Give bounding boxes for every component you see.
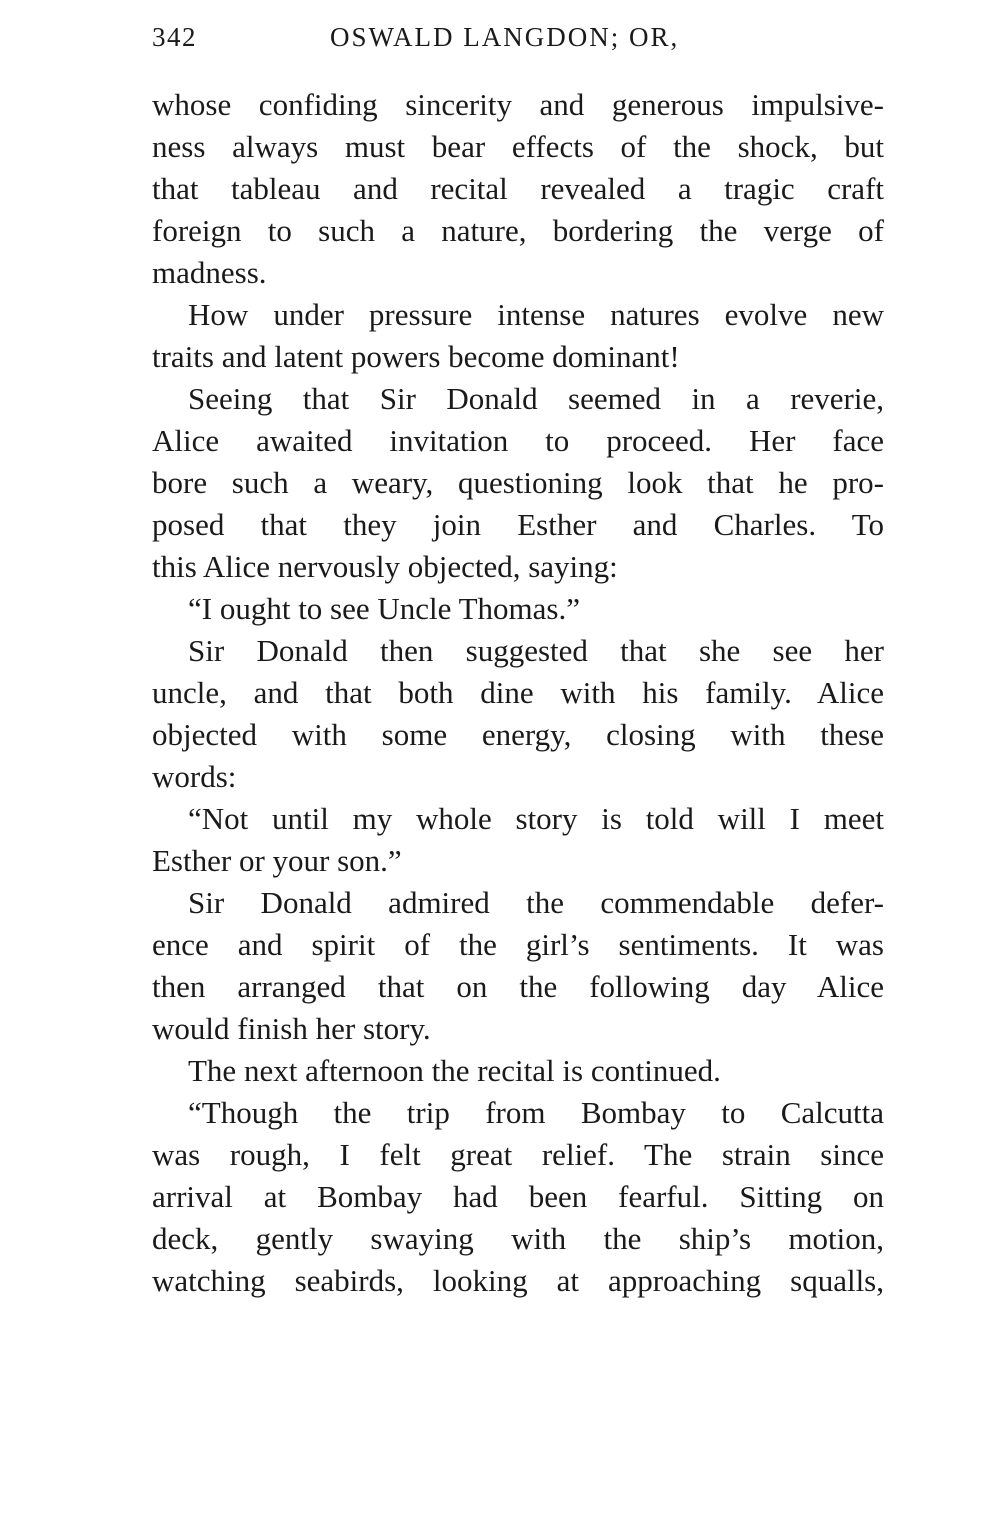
text-line: bore such a weary, questioning look that he pro-	[152, 465, 884, 500]
text-line: traits and latent powers become dominant!	[152, 339, 680, 374]
paragraph	[152, 294, 884, 378]
text-line: this Alice nervously objected, saying:	[152, 549, 618, 584]
text-line: Sir Donald admired the commendable defer-	[188, 885, 884, 920]
paragraph	[152, 1050, 884, 1092]
text-line: was rough, I felt great relief. The strain since	[152, 1137, 884, 1172]
text-line: ness always must bear effects of the shock, but	[152, 129, 884, 164]
text-line: Seeing that Sir Donald seemed in a reverie,	[188, 381, 884, 416]
text-line: words:	[152, 759, 237, 794]
text-line: The next afternoon the recital is continued.	[188, 1053, 721, 1088]
text-line: that tableau and recital revealed a tragic craft	[152, 171, 884, 206]
text-line: would finish her story.	[152, 1011, 431, 1046]
text-line: Sir Donald then suggested that she see her	[188, 633, 884, 668]
text-line: foreign to such a nature, bordering the verge of	[152, 213, 884, 248]
text-line: whose confiding sincerity and generous impulsive-	[152, 87, 884, 122]
text-line: “Not until my whole story is told will I meet	[188, 801, 884, 836]
text-line: posed that they join Esther and Charles. To	[152, 507, 884, 542]
paragraph	[152, 630, 884, 798]
paragraph	[152, 84, 884, 294]
text-line: uncle, and that both dine with his family. Alice	[152, 675, 884, 710]
text-line: madness.	[152, 255, 267, 290]
paragraph	[152, 882, 884, 1050]
paragraph	[152, 378, 884, 588]
paragraph	[152, 588, 884, 630]
paragraph	[152, 798, 884, 882]
text-line: “I ought to see Uncle Thomas.”	[188, 591, 580, 626]
text-line: How under pressure intense natures evolve new	[188, 297, 884, 332]
text-line: deck, gently swaying with the ship’s motion,	[152, 1221, 884, 1256]
paragraph	[152, 1092, 884, 1302]
running-title: OSWALD LANGDON; OR,	[330, 22, 680, 52]
text-line: Esther or your son.”	[152, 843, 402, 878]
text-line: objected with some energy, closing with these	[152, 717, 884, 752]
text-line: then arranged that on the following day Alice	[152, 969, 884, 1004]
text-line: ence and spirit of the girl’s sentiments. It was	[152, 927, 884, 962]
text-line: watching seabirds, looking at approaching squalls,	[152, 1263, 884, 1298]
text-line: arrival at Bombay had been fearful. Sitting on	[152, 1179, 884, 1214]
page-number: 342	[152, 22, 197, 52]
text-line: Alice awaited invitation to proceed. Her face	[152, 423, 884, 458]
body-text	[152, 84, 884, 1302]
text-line: “Though the trip from Bombay to Calcutta	[188, 1095, 884, 1130]
running-head	[152, 22, 884, 62]
